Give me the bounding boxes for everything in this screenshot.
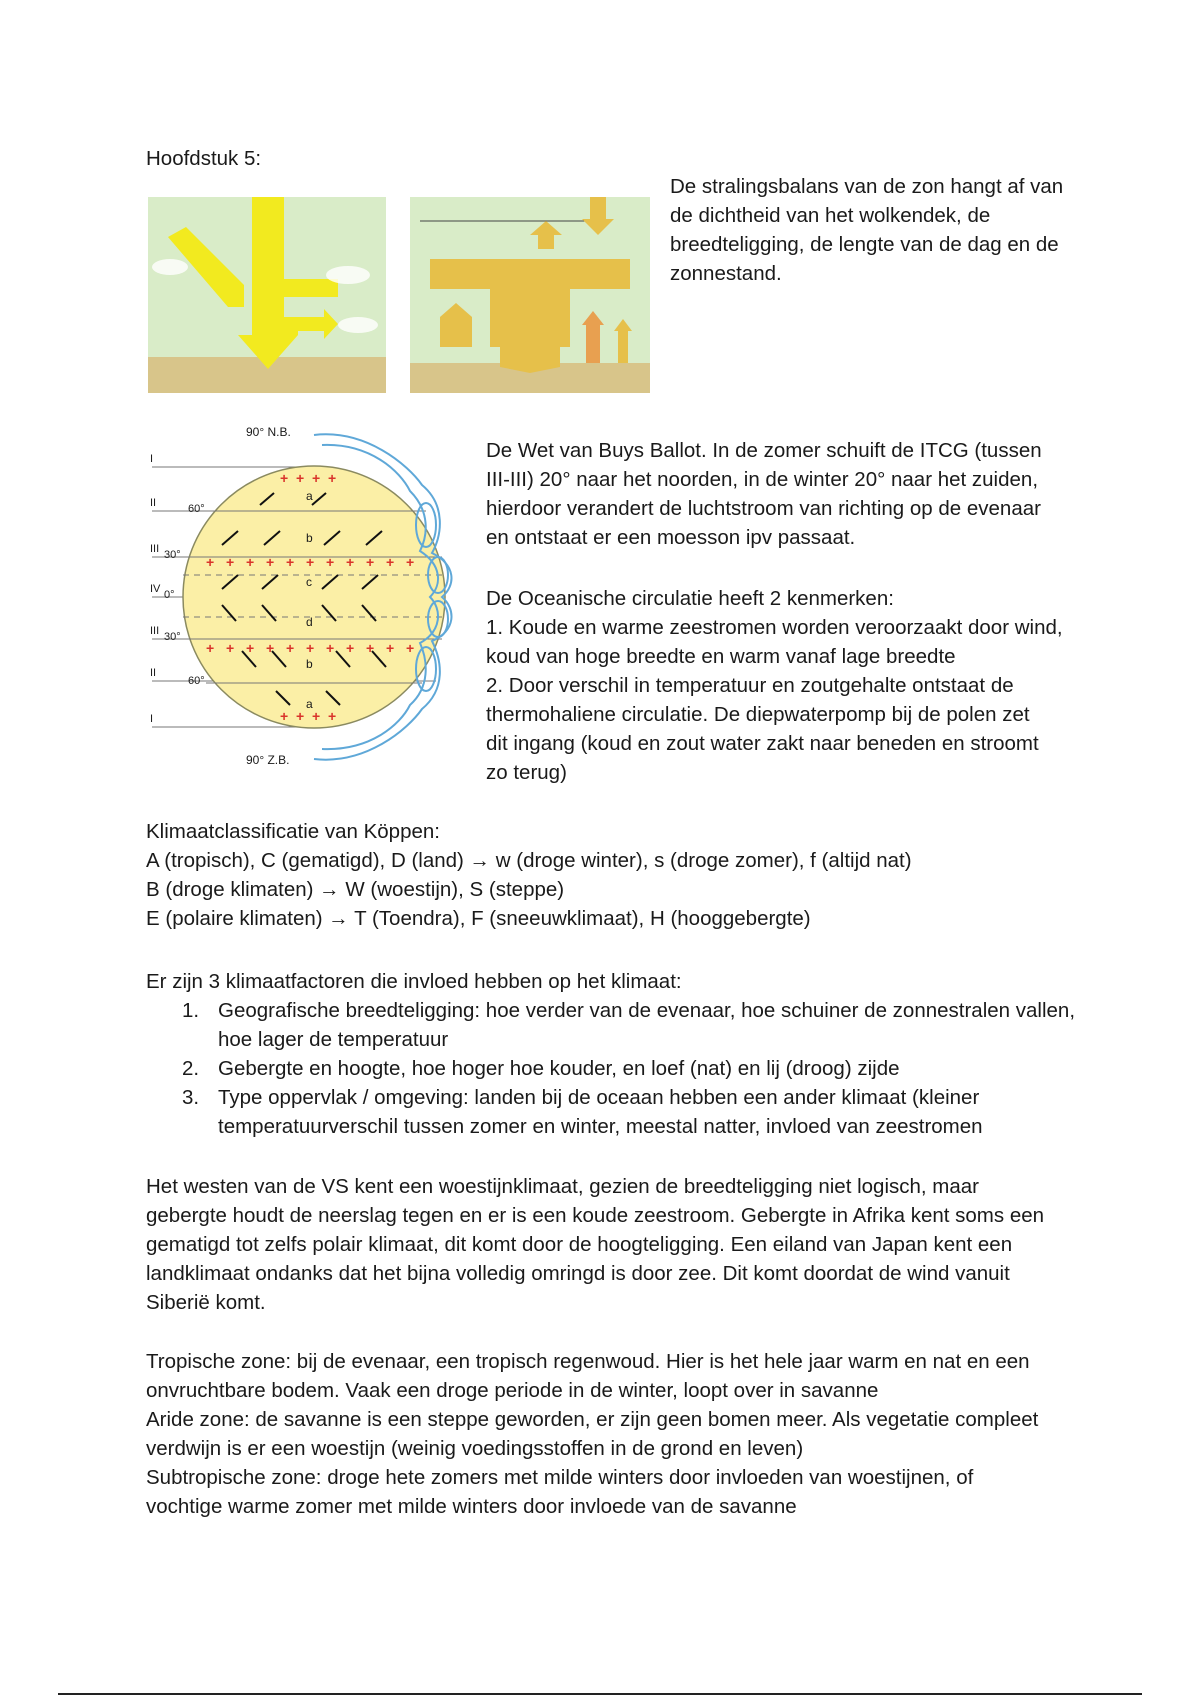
zone-label: IV — [150, 583, 161, 595]
zone-label: I — [150, 713, 154, 725]
solar-radiation-diagram — [148, 197, 386, 393]
cell-label: a — [306, 697, 313, 711]
atmospheric-circulation-diagram — [146, 425, 476, 775]
cell-label: b — [306, 531, 313, 545]
factors-list — [146, 996, 1076, 1141]
radiation-balance-text: De stralingsbalans van de zon hangt af van de dichtheid van het wolkendek, de breedteligging, de lengte van de dag en de zonnestand. — [670, 175, 1064, 285]
zone-label: III — [150, 543, 160, 555]
south-pole-label: 90° Z.B. — [246, 753, 290, 767]
svg-text:+: + — [326, 554, 335, 570]
cell-label: b — [306, 657, 313, 671]
koppen-title: Klimaatclassificatie van Köppen: — [146, 820, 440, 843]
latitude-label: 60° — [188, 503, 205, 515]
ocean-point-2: 2. Door verschil in temperatuur en zoutgehalte ontstaat de thermohaliene circulatie. De diepwaterpomp bij de polen zet dit ingang (koud en zout water zakt naar beneden en stroomt zo terug) — [486, 674, 1039, 784]
svg-text:+: + — [206, 554, 215, 570]
svg-text:+: + — [296, 470, 305, 486]
svg-text:+: + — [280, 470, 289, 486]
zone-label: II — [150, 667, 157, 679]
zone-tropical: Tropische zone: bij de evenaar, een tropisch regenwoud. Hier is het hele jaar warm en nat en een onvruchtbare bodem. Vaak een droge periode in de winter, loopt over in savanne — [146, 1350, 1030, 1402]
zone-subtropical: Subtropische zone: droge hete zomers met milde winters door invloeden van woestijnen, of vochtige warme zomer met milde winters door invloede van de savanne — [146, 1466, 974, 1518]
svg-text:+: + — [266, 554, 275, 570]
svg-text:+: + — [266, 640, 275, 656]
svg-text:+: + — [226, 554, 235, 570]
latitude-label: 30° — [164, 631, 181, 643]
svg-text:+: + — [246, 640, 255, 656]
svg-text:+: + — [246, 554, 255, 570]
zone-label: II — [150, 497, 157, 509]
koppen-line-3: E (polaire klimaten) → T (Toendra), F (sneeuwklimaat), H (hooggebergte) — [146, 907, 811, 930]
footer-divider — [58, 1693, 1142, 1695]
west-paragraph: Het westen van de VS kent een woestijnklimaat, gezien de breedteligging niet logisch, maar gebergte houdt de neerslag tegen en er is een koude zeestroom. Gebergte in Afrika kent soms een gematigd tot zelfs polair klimaat, dit komt door de hoogteligging. Een eiland van Japan kent een landklimaat ondanks dat het bijna volledig omringd is door zee. Dit komt doordat de wind vanuit Siberië komt. — [146, 1175, 1045, 1314]
latitude-label: 30° — [164, 549, 181, 561]
koppen-line-2: B (droge klimaten) → W (woestijn), S (steppe) — [146, 878, 565, 901]
svg-text:+: + — [280, 708, 289, 724]
svg-text:+: + — [286, 640, 295, 656]
svg-text:+: + — [206, 640, 215, 656]
svg-text:+: + — [226, 640, 235, 656]
koppen-line-1: A (tropisch), C (gematigd), D (land) → w (droge winter), s (droge zomer), f (altijd nat) — [146, 849, 912, 872]
svg-text:+: + — [312, 708, 321, 724]
zone-label: I — [150, 453, 154, 465]
svg-text:+: + — [346, 554, 355, 570]
svg-text:+: + — [296, 708, 305, 724]
zone-label: III — [150, 625, 160, 637]
svg-text:+: + — [346, 640, 355, 656]
svg-text:+: + — [366, 554, 375, 570]
svg-text:+: + — [306, 640, 315, 656]
svg-text:+: + — [406, 640, 415, 656]
factors-intro: Er zijn 3 klimaatfactoren die invloed hebben op het klimaat: — [146, 970, 682, 993]
cell-label: d — [306, 615, 313, 629]
svg-text:+: + — [406, 554, 415, 570]
svg-text:+: + — [286, 554, 295, 570]
svg-text:+: + — [328, 470, 337, 486]
cell-label: c — [306, 575, 312, 589]
ocean-intro: De Oceanische circulatie heeft 2 kenmerken: — [486, 587, 894, 610]
svg-text:+: + — [306, 554, 315, 570]
svg-text:+: + — [326, 640, 335, 656]
svg-text:+: + — [386, 554, 395, 570]
list-item: 3. Type oppervlak / omgeving: landen bij de oceaan hebben een ander klimaat (kleiner temperatuurverschil tussen zomer en winter, meestal natter, invloed van zeestromen — [182, 1086, 983, 1138]
svg-text:+: + — [328, 708, 337, 724]
latitude-label: 0° — [164, 589, 175, 601]
buys-ballot-text: De Wet van Buys Ballot. In de zomer schuift de ITCG (tussen III-III) 20° naar het noorden, in de winter 20° naar het zuiden, hierdoor verandert de luchtstroom van richting op de evenaar en ontstaat er een moesson ipv passaat. — [486, 439, 1042, 549]
north-pole-label: 90° N.B. — [246, 425, 291, 439]
list-item: 2. Gebergte en hoogte, hoe hoger hoe kouder, en loef (nat) en lij (droog) zijde — [182, 1057, 900, 1080]
list-item: 1. Geografische breedteligging: hoe verder van de evenaar, hoe schuiner de zonnestralen vallen, hoe lager de temperatuur — [182, 999, 1076, 1051]
cell-label: a — [306, 489, 313, 503]
svg-text:+: + — [366, 640, 375, 656]
energy-balance-diagram — [410, 197, 650, 393]
ocean-point-1: 1. Koude en warme zeestromen worden veroorzaakt door wind, koud van hoge breedte en warm vanaf lage breedte — [486, 616, 1063, 668]
latitude-label: 60° — [188, 675, 205, 687]
chapter-heading: Hoofdstuk 5: — [146, 147, 262, 170]
svg-text:+: + — [386, 640, 395, 656]
svg-text:+: + — [312, 470, 321, 486]
zone-arid: Aride zone: de savanne is een steppe geworden, er zijn geen bomen meer. Als vegetatie compleet verdwijn is er een woestijn (weinig voedingsstoffen in de grond en leven) — [146, 1408, 1039, 1460]
